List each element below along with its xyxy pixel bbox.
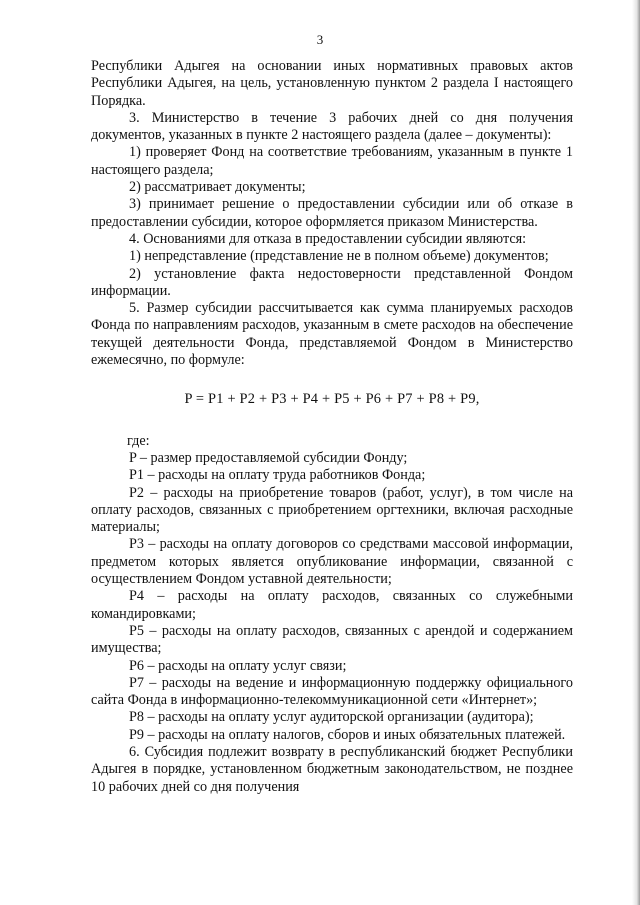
subitem-3-2: 2) рассматривает документы; [129,179,306,196]
formula-term-p4: P4 – расходы на оплату расходов, связанных со служебными командировками; [91,588,573,622]
paragraph-item-3: 3. Министерство в течение 3 рабочих дней со дня получения документов, указанных в пункте 2 настоящего раздела (далее – документы): [91,109,573,144]
formula-where-label: где: [127,432,150,449]
formula-term-p5: P5 – расходы на оплату расходов, связанных с арендой и содержанием имущества; [91,622,573,657]
subitem-4-2: 2) установление факта недостоверности представленной Фондом информации. [91,265,573,299]
paragraph-item-6: 6. Субсидия подлежит возврату в республиканский бюджет Республики Адыгея в порядке, установленном бюджетным законодательством, не позднее 10 рабочих дней со дня получения [91,743,573,795]
formula-term-p1: P1 – расходы на оплату труда работников Фонда; [129,467,426,484]
formula-term-p2: P2 – расходы на приобретение товаров (работ, услуг), в том числе на оплату расходов, связанных с приобретением оргтехники, включая расходные материалы; [91,484,573,536]
subsidy-formula: P = P1 + P2 + P3 + P4 + P5 + P6 + P7 + P8 + P9, [184,391,480,408]
subitem-3-3: 3) принимает решение о предоставлении субсидии или об отказе в предоставлении субсидии, которое оформляется приказом Министерства. [91,196,573,230]
document-body [91,58,573,796]
formula-term-p: P – размер предоставляемой субсидии Фонду; [129,449,408,466]
formula-term-p3: P3 – расходы на оплату договоров со средствами массовой информации, предметом которых является опубликование информации, связанной с осуществлением Фондом уставной деятельности; [91,536,573,588]
paragraph-continuation: Республики Адыгея на основании иных нормативных правовых актов Республики Адыгея, на цель, установленную пунктом 2 раздела I настоящего Порядка. [91,58,573,109]
paragraph-item-5: 5. Размер субсидии рассчитывается как сумма планируемых расходов Фонда по направлениям расходов, указанным в смете расходов на обеспечение текущей деятельности Фонда, представляемой Фондом в Министерство ежемесячно, по формуле: [91,300,573,369]
paragraph-item-4: 4. Основаниями для отказа в предоставлении субсидии являются: [129,230,527,247]
formula-term-p6: P6 – расходы на оплату услуг связи; [129,657,347,674]
scan-edge-shadow [632,0,640,905]
page-number: 3 [316,32,324,47]
formula-term-p9: P9 – расходы на оплату налогов, сборов и иных обязательных платежей. [129,726,566,743]
subitem-4-1: 1) непредставление (представление не в полном объеме) документов; [129,248,549,265]
formula-term-p8: P8 – расходы на оплату услуг аудиторской организации (аудитора); [129,709,534,726]
subitem-3-1: 1) проверяет Фонд на соответствие требованиям, указанным в пункте 1 настоящего раздела; [91,144,573,178]
formula-term-p7: P7 – расходы на ведение и информационную поддержку официального сайта Фонда в информационно-телекоммуникационной сети «Интернет»; [91,674,573,709]
